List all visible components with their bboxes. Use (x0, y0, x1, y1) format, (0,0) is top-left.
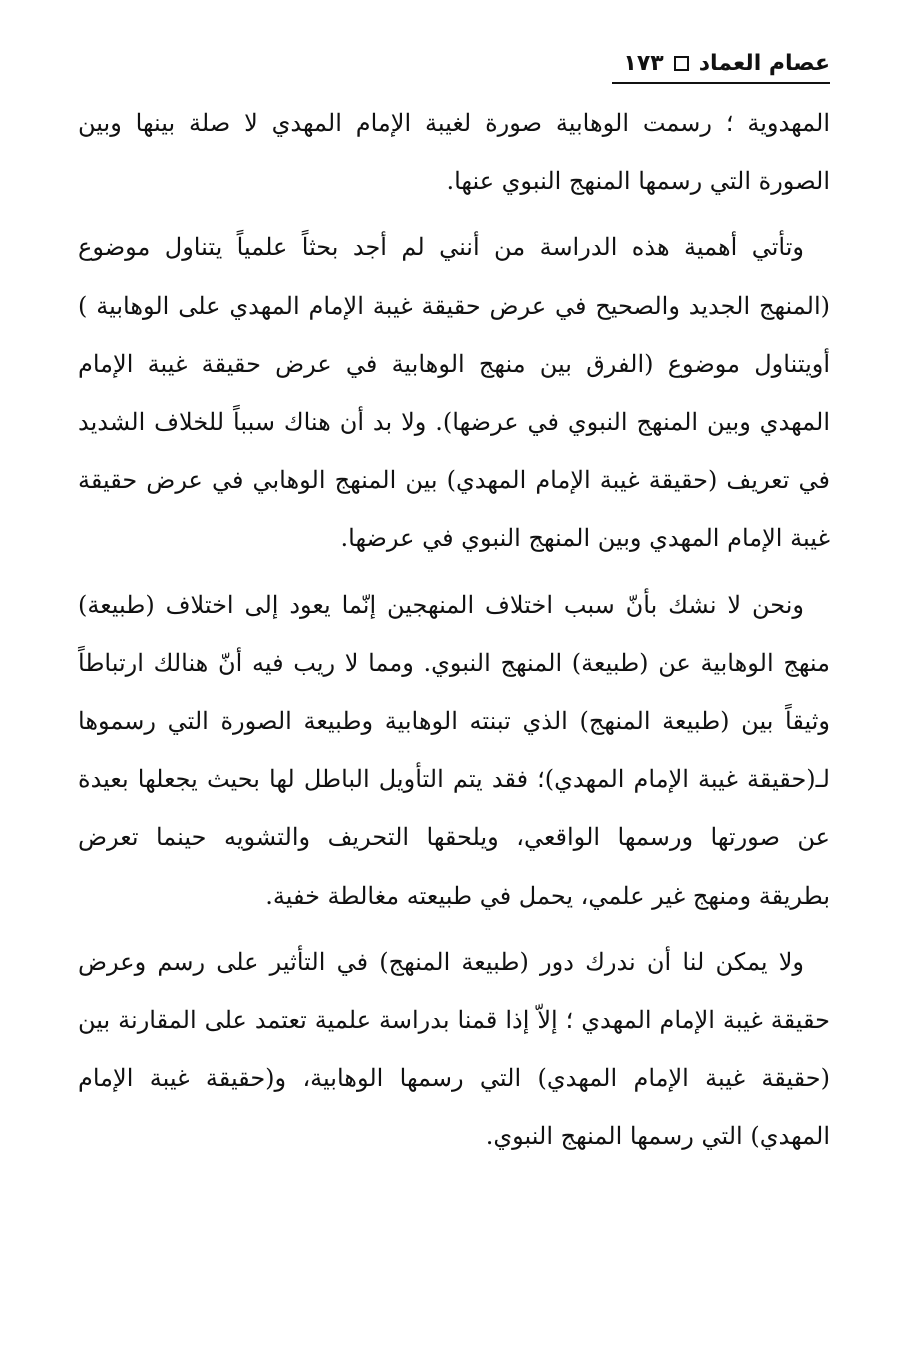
paragraph-2: وتأتي أهمية هذه الدراسة من أنني لم أجد بحثاً علمياً يتناول موضوع (المنهج الجديد والصحيح في عرض حقيقة غيبة الإمام المهدي على الوهابية ) أويتناول موضوع (الفرق بين منهج الوهابية في عرض حقيقة غيبة الإمام المهدي وبين المنهج النبوي في عرضها). ولا بد أن هناك سبباً للخلاف الشديد في تعريف (حقيقة غيبة الإمام المهدي) بين المنهج الوهابي في عرض حقيقة غيبة الإمام المهدي وبين المنهج النبوي في عرضها. (78, 233, 830, 553)
paragraph-3: ونحن لا نشك بأنّ سبب اختلاف المنهجين إنّما يعود إلى اختلاف (طبيعة) منهج الوهابية عن (طبيعة) المنهج النبوي. ومما لا ريب فيه أنّ هنالك ارتباطاً وثيقاً بين (طبيعة المنهج) الذي تبنته الوهابية وطبيعة الصورة التي رسموها لـ(حقيقة غيبة الإمام المهدي)؛ فقد يتم التأويل الباطل لها بحيث يجعلها بعيدة عن صورتها ورسمها الواقعي، ويلحقها التحريف والتشويه حينما تعرض بطريقة ومنهج غير علمي، يحمل في طبيعته مغالطة خفية. (78, 590, 830, 910)
running-header (612, 44, 830, 84)
book-page (78, 0, 830, 1352)
paragraph-1: المهدوية ؛ رسمت الوهابية صورة لغيبة الإمام المهدي لا صلة بينها وبين الصورة التي رسمها المنهج النبوي عنها. (78, 109, 830, 196)
header-title: عصام العماد (698, 50, 830, 76)
square-ornament-icon (674, 56, 689, 71)
page-number: ١٧٣ (623, 50, 664, 76)
body-text (78, 94, 830, 1174)
paragraph-4: ولا يمكن لنا أن ندرك دور (طبيعة المنهج) في التأثير على رسم وعرض حقيقة غيبة الإمام المهدي ؛ إلاّ إذا قمنا بدراسة علمية تعتمد على المقارنة بين (حقيقة غيبة الإمام المهدي) التي رسمها الوهابية، و(حقيقة غيبة الإمام المهدي) التي رسمها المنهج النبوي. (78, 947, 830, 1151)
